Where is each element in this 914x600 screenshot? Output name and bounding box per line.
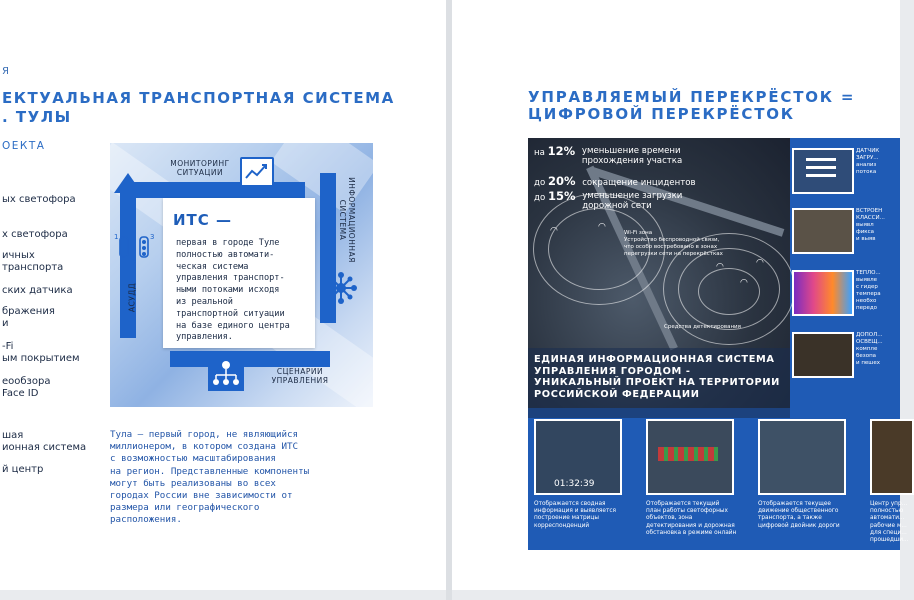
digit-label: 3 xyxy=(150,233,155,241)
frame-bar-top xyxy=(130,182,305,198)
wifi-ring xyxy=(698,268,760,315)
unified-system-banner: ЕДИНАЯ ИНФОРМАЦИОННАЯ СИСТЕМА УПРАВЛЕНИЯ ГОРОДОМ - УНИКАЛЬНЫЙ ПРОЕКТ НА ТЕРРИТОРИИ РОССИЙСКОЙ ФЕДЕРАЦИИ xyxy=(534,354,780,400)
page-title-line2: ЦИФРОВОЙ ПЕРЕКРЁСТОК xyxy=(528,105,795,123)
network-icon xyxy=(324,271,358,305)
scenarios-label: СЦЕНАРИИ УПРАВЛЕНИЯ xyxy=(271,367,329,385)
sensor-card xyxy=(788,266,900,324)
stat-value: 15% xyxy=(547,189,576,203)
page-title xyxy=(528,89,855,123)
sensor-card xyxy=(788,328,900,386)
digit-label: 2 xyxy=(132,259,137,267)
list-item: Face ID xyxy=(2,388,39,399)
page-title xyxy=(2,89,395,127)
stat-value: 20% xyxy=(547,174,576,188)
list-item: транспорта xyxy=(2,262,64,273)
page-title-line2: . ТУЛЫ xyxy=(2,108,72,126)
wifi-icon: ◠ xyxy=(550,226,558,236)
wifi-icon: ◠ xyxy=(598,222,606,232)
stat-text: сокращение инцидентов xyxy=(582,178,696,188)
sensor-card xyxy=(788,204,900,262)
screen-caption: Центр упр... полностью автомати... рабочие м... для специ... прошедши... xyxy=(870,501,909,544)
screen-card xyxy=(528,413,638,550)
line-decoration xyxy=(806,174,836,177)
stat-text: уменьшение времени прохождения участка xyxy=(581,146,683,166)
plan-bars xyxy=(658,447,718,461)
list-item: ым покрытием xyxy=(2,353,80,364)
screen-caption: Отображается текущее движение общественного транспорта, а также цифровой двойник дороги xyxy=(758,501,840,529)
list-item: й центр xyxy=(2,464,44,475)
stat-value: 12% xyxy=(547,144,576,158)
stat-prefix: на xyxy=(534,148,545,158)
monitor-chart-icon xyxy=(240,157,274,187)
clock-readout: 01:32:39 xyxy=(554,479,595,489)
wifi-zone-tip: Wi-Fi зона Устройство беспроводной связи, что особо востребовано в зонах перегрузки сети на перекрёстках xyxy=(624,230,723,257)
detection-tip: Средства детектирования xyxy=(664,324,741,330)
page-title-line1: УПРАВЛЯЕМЫЙ ПЕРЕКРЁСТОК = xyxy=(528,88,856,106)
its-card xyxy=(163,198,315,348)
traffic-light-icon xyxy=(114,233,154,273)
list-item: ых светофора xyxy=(2,194,76,205)
list-item: еообзора xyxy=(2,376,51,387)
tula-paragraph: Тула — первый город, не являющийся миллионером, в котором создана ИТС с возможностью масштабирования на регион. Представленные компоненты могут быть реализованы во всех городах России вне зависимости от размера или географического расположения. xyxy=(110,429,310,526)
intersection-panel xyxy=(528,138,909,550)
hierarchy-icon xyxy=(208,357,244,391)
stat-row xyxy=(534,146,682,166)
digit-label: 1 xyxy=(114,233,119,241)
street-night-photo xyxy=(792,332,854,378)
monitoring-label: МОНИТОРИНГ СИТУАЦИИ xyxy=(170,159,230,177)
list-item: бражения xyxy=(2,306,55,317)
its-diagram xyxy=(110,143,373,407)
stat-row xyxy=(534,191,682,211)
stat-prefix: до xyxy=(534,193,546,203)
transport-map-image xyxy=(758,419,846,495)
stat-prefix: до xyxy=(534,178,546,188)
people-photo xyxy=(792,208,854,254)
sensor-caption: ВСТРОЕН КЛАССИ... выявл фикса и выяв xyxy=(856,208,885,242)
screen-caption: Отображается текущий план работы светофорных объектов, зона детектирования и дорожная обстановка в режиме онлайн xyxy=(646,501,737,536)
wifi-icon: ◠ xyxy=(740,278,748,288)
its-heading: ИТС — xyxy=(173,211,233,229)
project-subtitle: ОЕКТА xyxy=(2,140,46,152)
list-item: ичных xyxy=(2,250,35,261)
map-image xyxy=(534,419,622,495)
sensor-card xyxy=(788,144,900,202)
sensor-caption: ДАТЧИК ЗАГРУ... анализ потока xyxy=(856,148,880,175)
list-item: и xyxy=(2,318,9,329)
stat-row xyxy=(534,176,696,188)
wifi-icon: ◠ xyxy=(716,262,724,272)
signal-plan-image xyxy=(646,419,734,495)
screen-image xyxy=(792,148,854,194)
thermal-image xyxy=(792,270,854,316)
line-decoration xyxy=(806,158,836,161)
its-description: первая в городе Туле полностью автомати- ческая система управления транспорт- ными потоками исходя из реальной транспортной ситуации на базе единого центра управления. xyxy=(176,238,290,343)
right-page xyxy=(452,0,909,590)
screen-card xyxy=(752,413,862,550)
section-crumb: Я xyxy=(2,66,10,77)
list-item: ских датчика xyxy=(2,285,73,296)
wifi-icon: ◠ xyxy=(756,258,764,268)
screen-caption: Отображается сводная информация и выявляется построение матрицы корреспонденций xyxy=(534,501,617,529)
line-decoration xyxy=(806,166,836,169)
list-item: х светофора xyxy=(2,229,68,240)
list-item: шая xyxy=(2,430,24,441)
list-item: -Fi xyxy=(2,341,14,352)
stat-text: уменьшение загрузки дорожной сети xyxy=(582,191,683,211)
screen-card xyxy=(640,413,750,550)
sensor-caption: ДОПОЛ... ОСВЕЩ... компле безопа и пешех xyxy=(856,332,883,366)
left-page xyxy=(0,0,448,590)
asudd-label: АСУДД xyxy=(127,282,137,313)
sensor-caption: ТЕПЛО... выявле с гидер темпера необхо передо xyxy=(856,270,881,311)
control-room-photo xyxy=(870,419,914,495)
screen-card xyxy=(864,413,909,550)
list-item: ионная система xyxy=(2,442,87,453)
info-system-label: ИНФОРМАЦИОННАЯ СИСТЕМА xyxy=(338,177,356,263)
frame-bar-bottom xyxy=(170,351,330,367)
page-title-line1: ЕКТУАЛЬНАЯ ТРАНСПОРТНАЯ СИСТЕМА xyxy=(2,89,395,107)
